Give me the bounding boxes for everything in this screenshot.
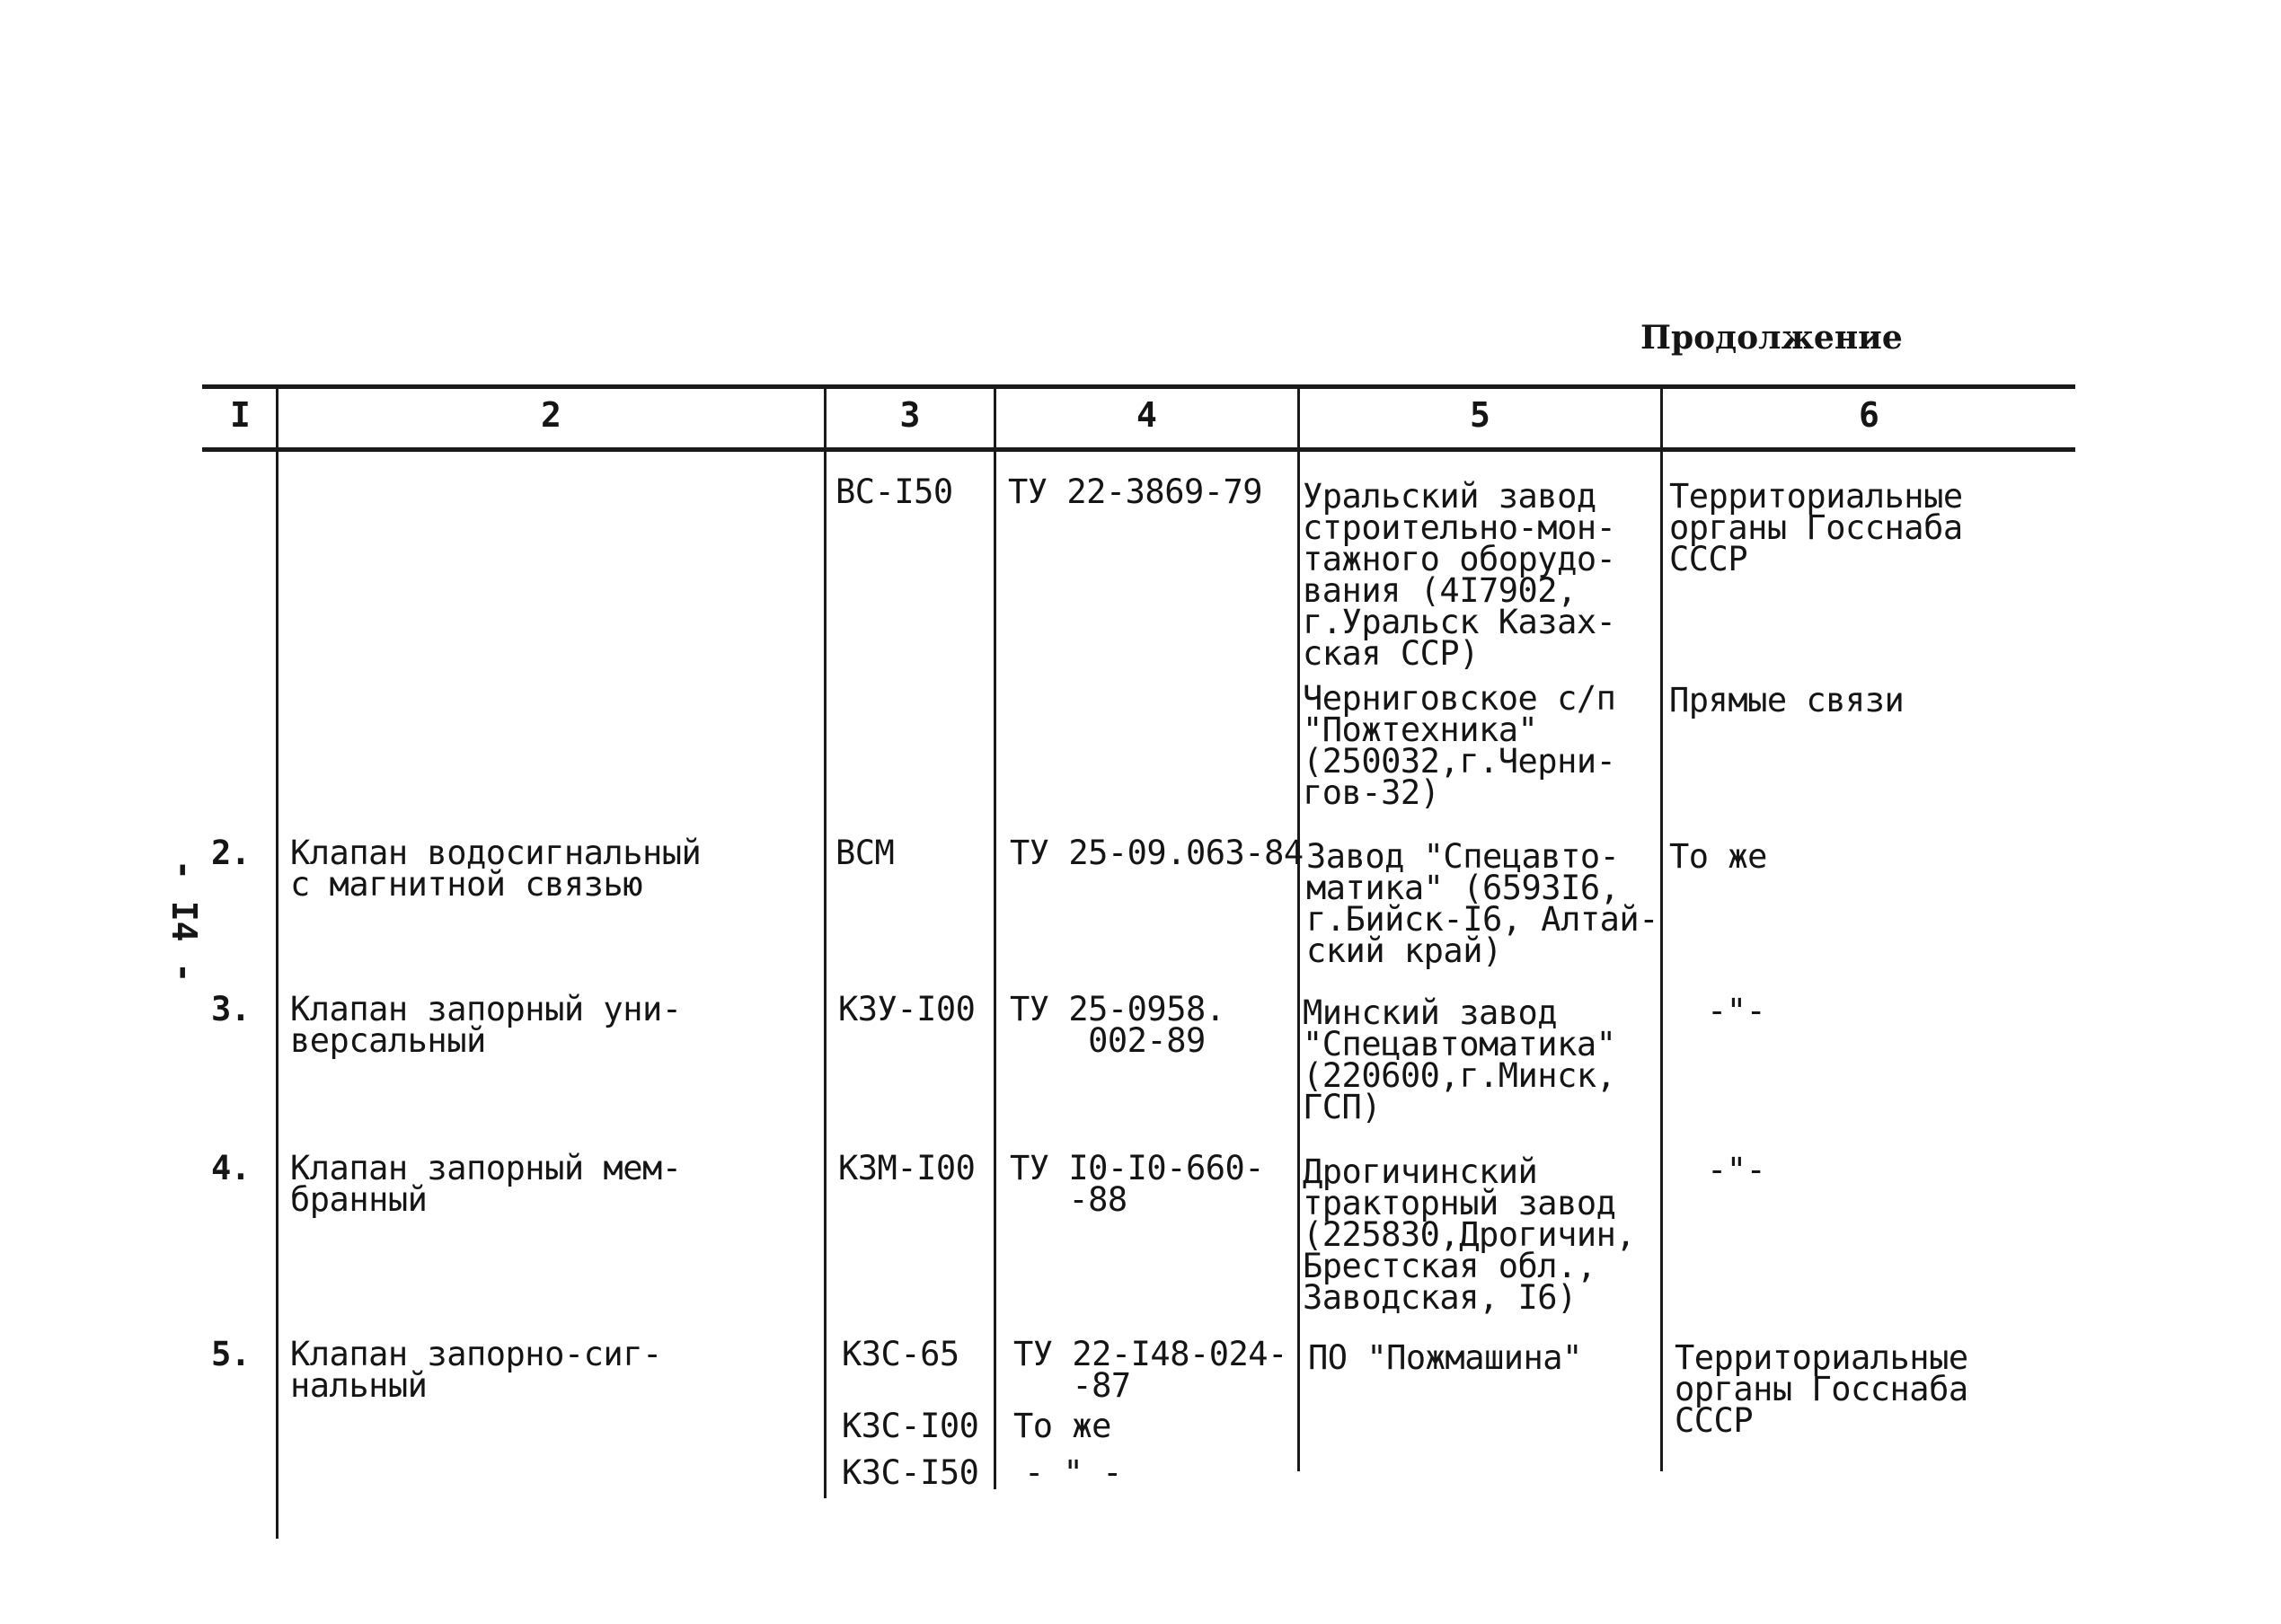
row-3-maker: Завод "Спецавто- матика" (6593I6, г.Бийск-I6, Алтай- ский край) — [1306, 837, 1658, 970]
col-divider-2 — [824, 384, 827, 1498]
row-3-model: ВСМ — [835, 834, 895, 872]
row-3-spec: ТУ 25-09.063-84 — [1010, 834, 1304, 872]
row-4-spec: ТУ 25-0958. 002-89 — [1010, 990, 1225, 1060]
row-5-model: КЗМ-I00 — [838, 1149, 976, 1187]
header-col-2: 2 — [541, 395, 561, 435]
header-col-4: 4 — [1136, 395, 1157, 435]
header-col-3: 3 — [899, 395, 921, 435]
header-col-1: I — [230, 395, 251, 435]
row-5-spec: ТУ I0-I0-660- -88 — [1010, 1149, 1265, 1219]
row-7-spec: То же — [1013, 1407, 1111, 1445]
col-divider-5 — [1660, 384, 1663, 1471]
col-divider-1 — [276, 384, 278, 1539]
col-divider-3 — [994, 384, 996, 1489]
header-col-6: 6 — [1859, 395, 1879, 435]
row-6-number: 5. — [211, 1335, 251, 1373]
table-header-rule — [202, 447, 2075, 452]
row-5-name: Клапан запорный мем- бранный — [290, 1149, 682, 1219]
row-1-maker: Уральский завод строительно-мон- тажного оборудо- вания (4I7902, г.Уральск Казах- ская ССР) — [1303, 477, 1616, 673]
row-4-name: Клапан запорный уни- версальный — [290, 990, 682, 1060]
row-6-model: КЗС-65 — [842, 1335, 959, 1373]
row-6-name: Клапан запорно-сиг- нальный — [290, 1335, 662, 1405]
row-3-supply: То же — [1669, 837, 1767, 876]
row-5-maker: Дрогичинский тракторный завод (225830,Дрогичин, Брестская обл., Заводская, I6) — [1303, 1152, 1636, 1317]
continuation-label: Продолжение — [1640, 319, 1903, 357]
row-2-maker: Черниговское с/п "Пожтехника" (250032,г.Черни- гов-32) — [1303, 679, 1616, 812]
row-5-supply: -"- — [1707, 1151, 1766, 1189]
row-1-spec: ТУ 22-3869-79 — [1008, 472, 1263, 511]
row-6-maker: ПО "Пожмашина" — [1308, 1338, 1582, 1377]
col-divider-4 — [1297, 384, 1300, 1471]
row-3-number: 2. — [211, 834, 251, 872]
row-4-number: 3. — [211, 990, 251, 1028]
row-1-supply: Территориальные органы Госснаба СССР — [1669, 477, 1963, 578]
row-2-supply: Прямые связи — [1669, 681, 1905, 719]
row-8-model: КЗС-I50 — [842, 1453, 979, 1492]
row-3-name: Клапан водосигнальный с магнитной связью — [290, 834, 702, 904]
row-7-model: КЗС-I00 — [842, 1407, 979, 1445]
header-col-5: 5 — [1470, 395, 1490, 435]
table-top-rule — [202, 384, 2075, 389]
row-4-supply: -"- — [1707, 992, 1766, 1030]
row-1-model: ВС-I50 — [835, 472, 953, 511]
row-4-model: КЗУ-I00 — [838, 990, 976, 1028]
row-6-supply: Территориальные органы Госснаба СССР — [1675, 1338, 1968, 1440]
row-5-number: 4. — [211, 1149, 251, 1187]
row-6-spec: ТУ 22-I48-024- -87 — [1013, 1335, 1287, 1405]
row-8-spec: - " - — [1024, 1453, 1122, 1492]
row-4-maker: Минский завод "Спецавтоматика" (220600,г.Минск, ГСП) — [1303, 993, 1616, 1126]
page-number: - I4 - — [164, 860, 204, 984]
